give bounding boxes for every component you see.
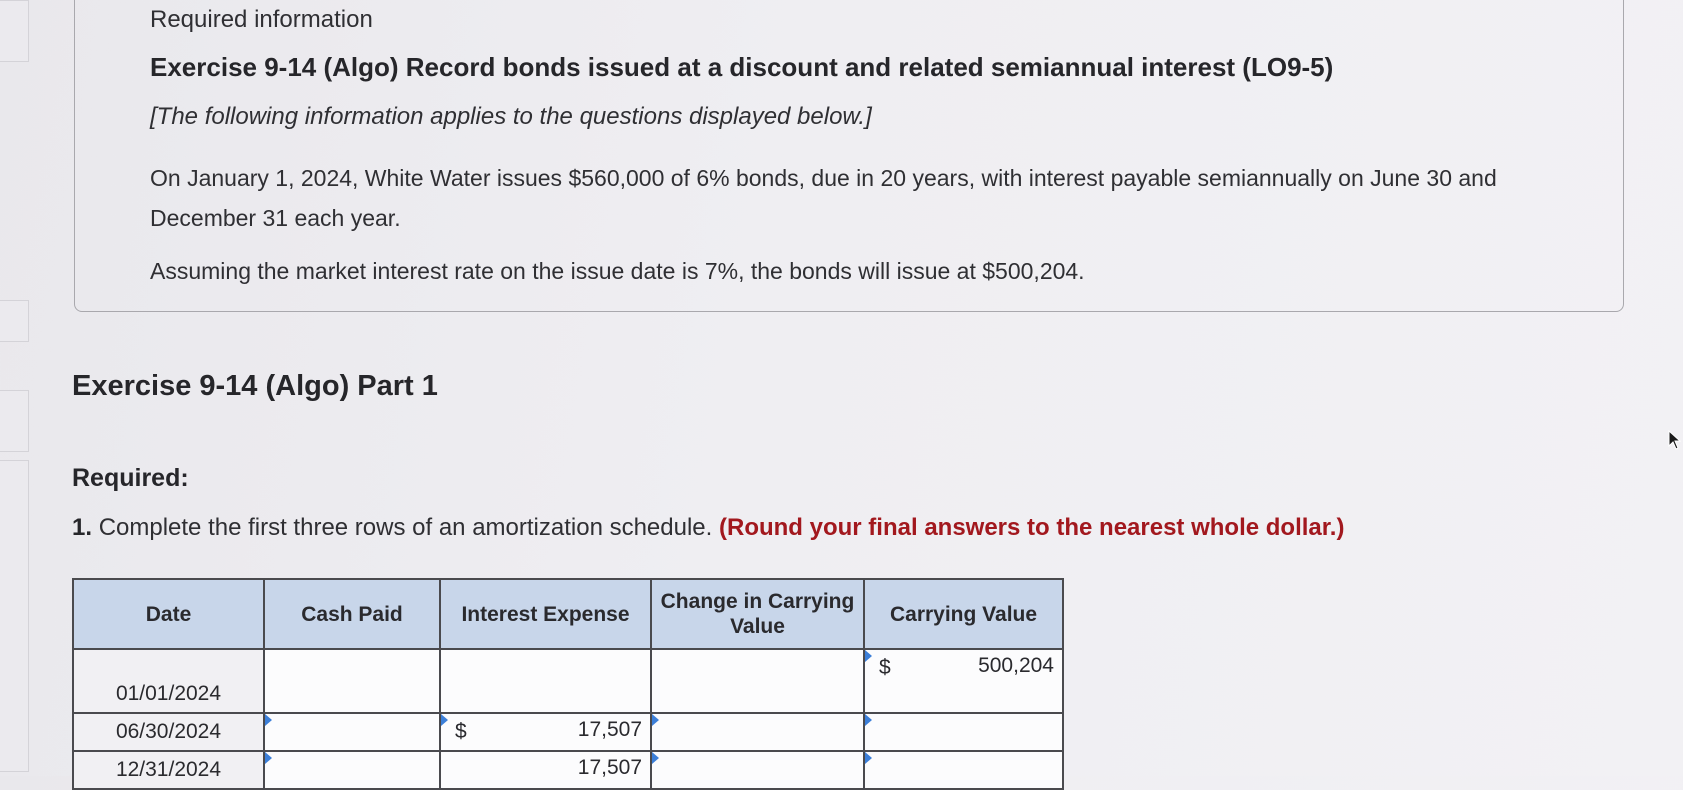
rounding-note: (Round your final answers to the nearest whole dollar.) <box>719 514 1345 541</box>
problem-paragraph-2: Assuming the market interest rate on the issue date is 7%, the bonds will issue at $500,204. <box>150 258 1085 284</box>
cell-flag-icon <box>865 650 872 662</box>
interest-expense-cell <box>440 649 651 713</box>
interest-expense-amount: 17,507 <box>577 718 642 741</box>
cell-flag-icon <box>865 714 872 726</box>
header-interest-expense: Interest Expense <box>440 579 651 649</box>
part-title: Exercise 9-14 (Algo) Part 1 <box>72 370 438 402</box>
header-change-carrying-value: Change in Carrying Value <box>651 579 864 649</box>
carrying-value-amount: 500,204 <box>978 654 1054 677</box>
info-note: [The following information applies to the questions displayed below.] <box>150 103 872 130</box>
cash-paid-input[interactable] <box>264 713 440 751</box>
instruction-number: 1. <box>72 514 93 541</box>
cell-flag-icon <box>652 752 659 764</box>
instruction-text: Complete the first three rows of an amortization schedule. <box>98 514 713 541</box>
header-carrying-value: Carrying Value <box>864 579 1063 649</box>
currency-symbol: $ <box>455 720 467 743</box>
exercise-title: Exercise 9-14 (Algo) Record bonds issued at a discount and related semiannual interest (LO9-5) <box>150 52 1334 82</box>
change-carrying-value-input[interactable] <box>651 713 864 751</box>
interest-expense-cell <box>440 713 651 751</box>
interest-expense-amount: 17,507 <box>577 756 642 779</box>
date-cell: 12/31/2024 <box>73 751 264 789</box>
carrying-value-cell <box>864 649 1063 713</box>
left-panel-edge <box>0 0 30 776</box>
problem-paragraph-1: On January 1, 2024, White Water issues $560,000 of 6% bonds, due in 20 years, with interest payable semiannually on June 30 and December 31 each year. <box>150 165 1497 231</box>
mouse-cursor-icon <box>1668 430 1682 450</box>
table-row <box>73 649 1063 713</box>
cash-paid-input[interactable] <box>264 751 440 789</box>
carrying-value-input[interactable] <box>864 713 1063 751</box>
instruction <box>72 514 1344 542</box>
interest-expense-cell <box>440 751 651 789</box>
date-cell: 06/30/2024 <box>73 713 264 751</box>
table-header-row <box>73 579 1063 649</box>
cell-flag-icon <box>865 752 872 764</box>
change-carrying-value-input[interactable] <box>651 751 864 789</box>
date-cell: 01/01/2024 <box>73 649 264 713</box>
cash-paid-cell <box>264 649 440 713</box>
currency-symbol: $ <box>879 656 891 679</box>
table-row <box>73 713 1063 751</box>
header-cash-paid: Cash Paid <box>264 579 440 649</box>
carrying-value-input[interactable] <box>864 751 1063 789</box>
change-carrying-value-cell <box>651 649 864 713</box>
header-date: Date <box>73 579 264 649</box>
required-heading: Required: <box>72 464 189 492</box>
amortization-schedule-table <box>72 578 1064 790</box>
cell-flag-icon <box>441 714 448 726</box>
cell-flag-icon <box>652 714 659 726</box>
table-row <box>73 751 1063 789</box>
required-information-label: Required information <box>150 6 373 33</box>
cell-flag-icon <box>265 714 272 726</box>
cell-flag-icon <box>265 752 272 764</box>
